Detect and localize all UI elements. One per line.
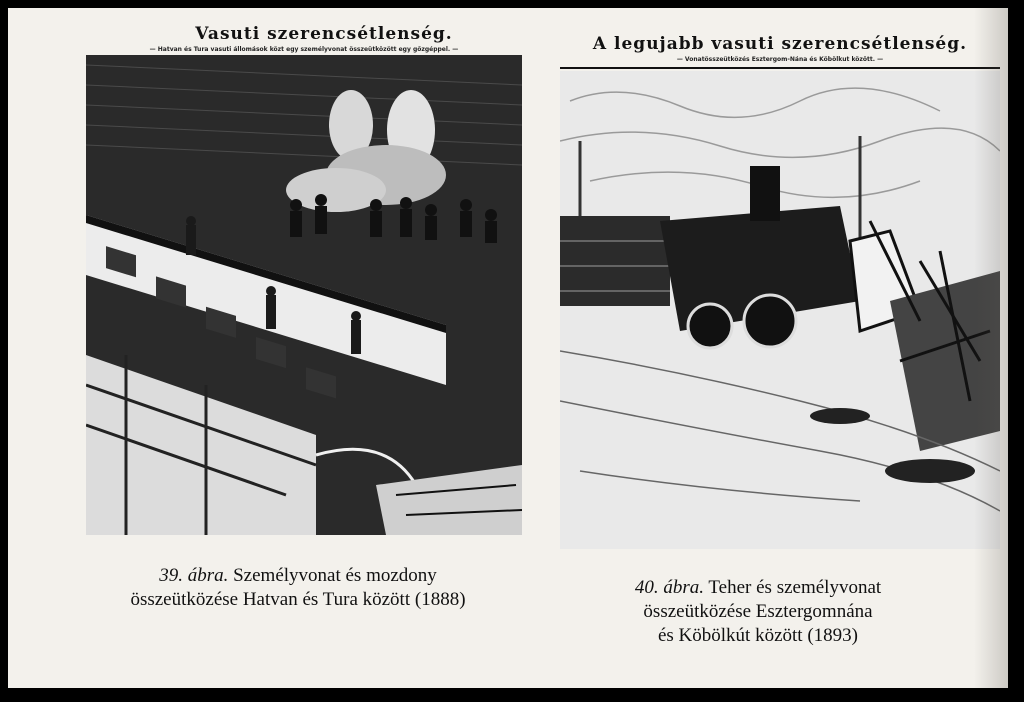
figure-40-headline-rule	[560, 67, 1000, 69]
figure-40-newspaper-subline: — Vonatösszeütközés Esztergom-Nána és Köbölkut között. —	[676, 56, 884, 63]
figure-39-caption-line-1	[78, 564, 518, 588]
figure-40-caption-number: 40. ábra.	[634, 577, 704, 598]
figure-40	[560, 34, 1000, 549]
figure-39-engraving-train-wreck	[86, 55, 522, 535]
figure-40-caption-line-3: és Köbölkút között (1893)	[657, 625, 858, 646]
figure-40-caption-line-2: összeütközése Esztergomnána	[643, 601, 873, 622]
figure-39-newspaper-headline: Vasuti szerencsétlenség.	[195, 24, 453, 44]
figure-40-caption	[568, 576, 948, 648]
figure-40-engraving-train-collision	[560, 71, 1000, 549]
figure-39-newspaper-subline: — Hatvan és Tura vasuti állomások közt egy személyvonat összeütközött egy gőzgéppel. —	[149, 46, 459, 53]
figure-40-caption-line-1	[568, 576, 948, 600]
figure-40-newspaper-headline: A legujabb vasuti szerencsétlenség.	[592, 34, 968, 54]
figure-39-caption-line-2: összeütközése Hatvan és Tura között (1888)	[130, 589, 466, 610]
figure-39-caption-text-1: Személyvonat és mozdony	[233, 565, 437, 586]
figure-39-caption-number: 39. ábra.	[159, 565, 229, 586]
figure-39	[86, 24, 522, 535]
figure-39-caption	[78, 564, 518, 612]
figure-40-caption-text-1: Teher és személyvonat	[708, 577, 882, 598]
scanned-book-page	[8, 8, 1008, 688]
